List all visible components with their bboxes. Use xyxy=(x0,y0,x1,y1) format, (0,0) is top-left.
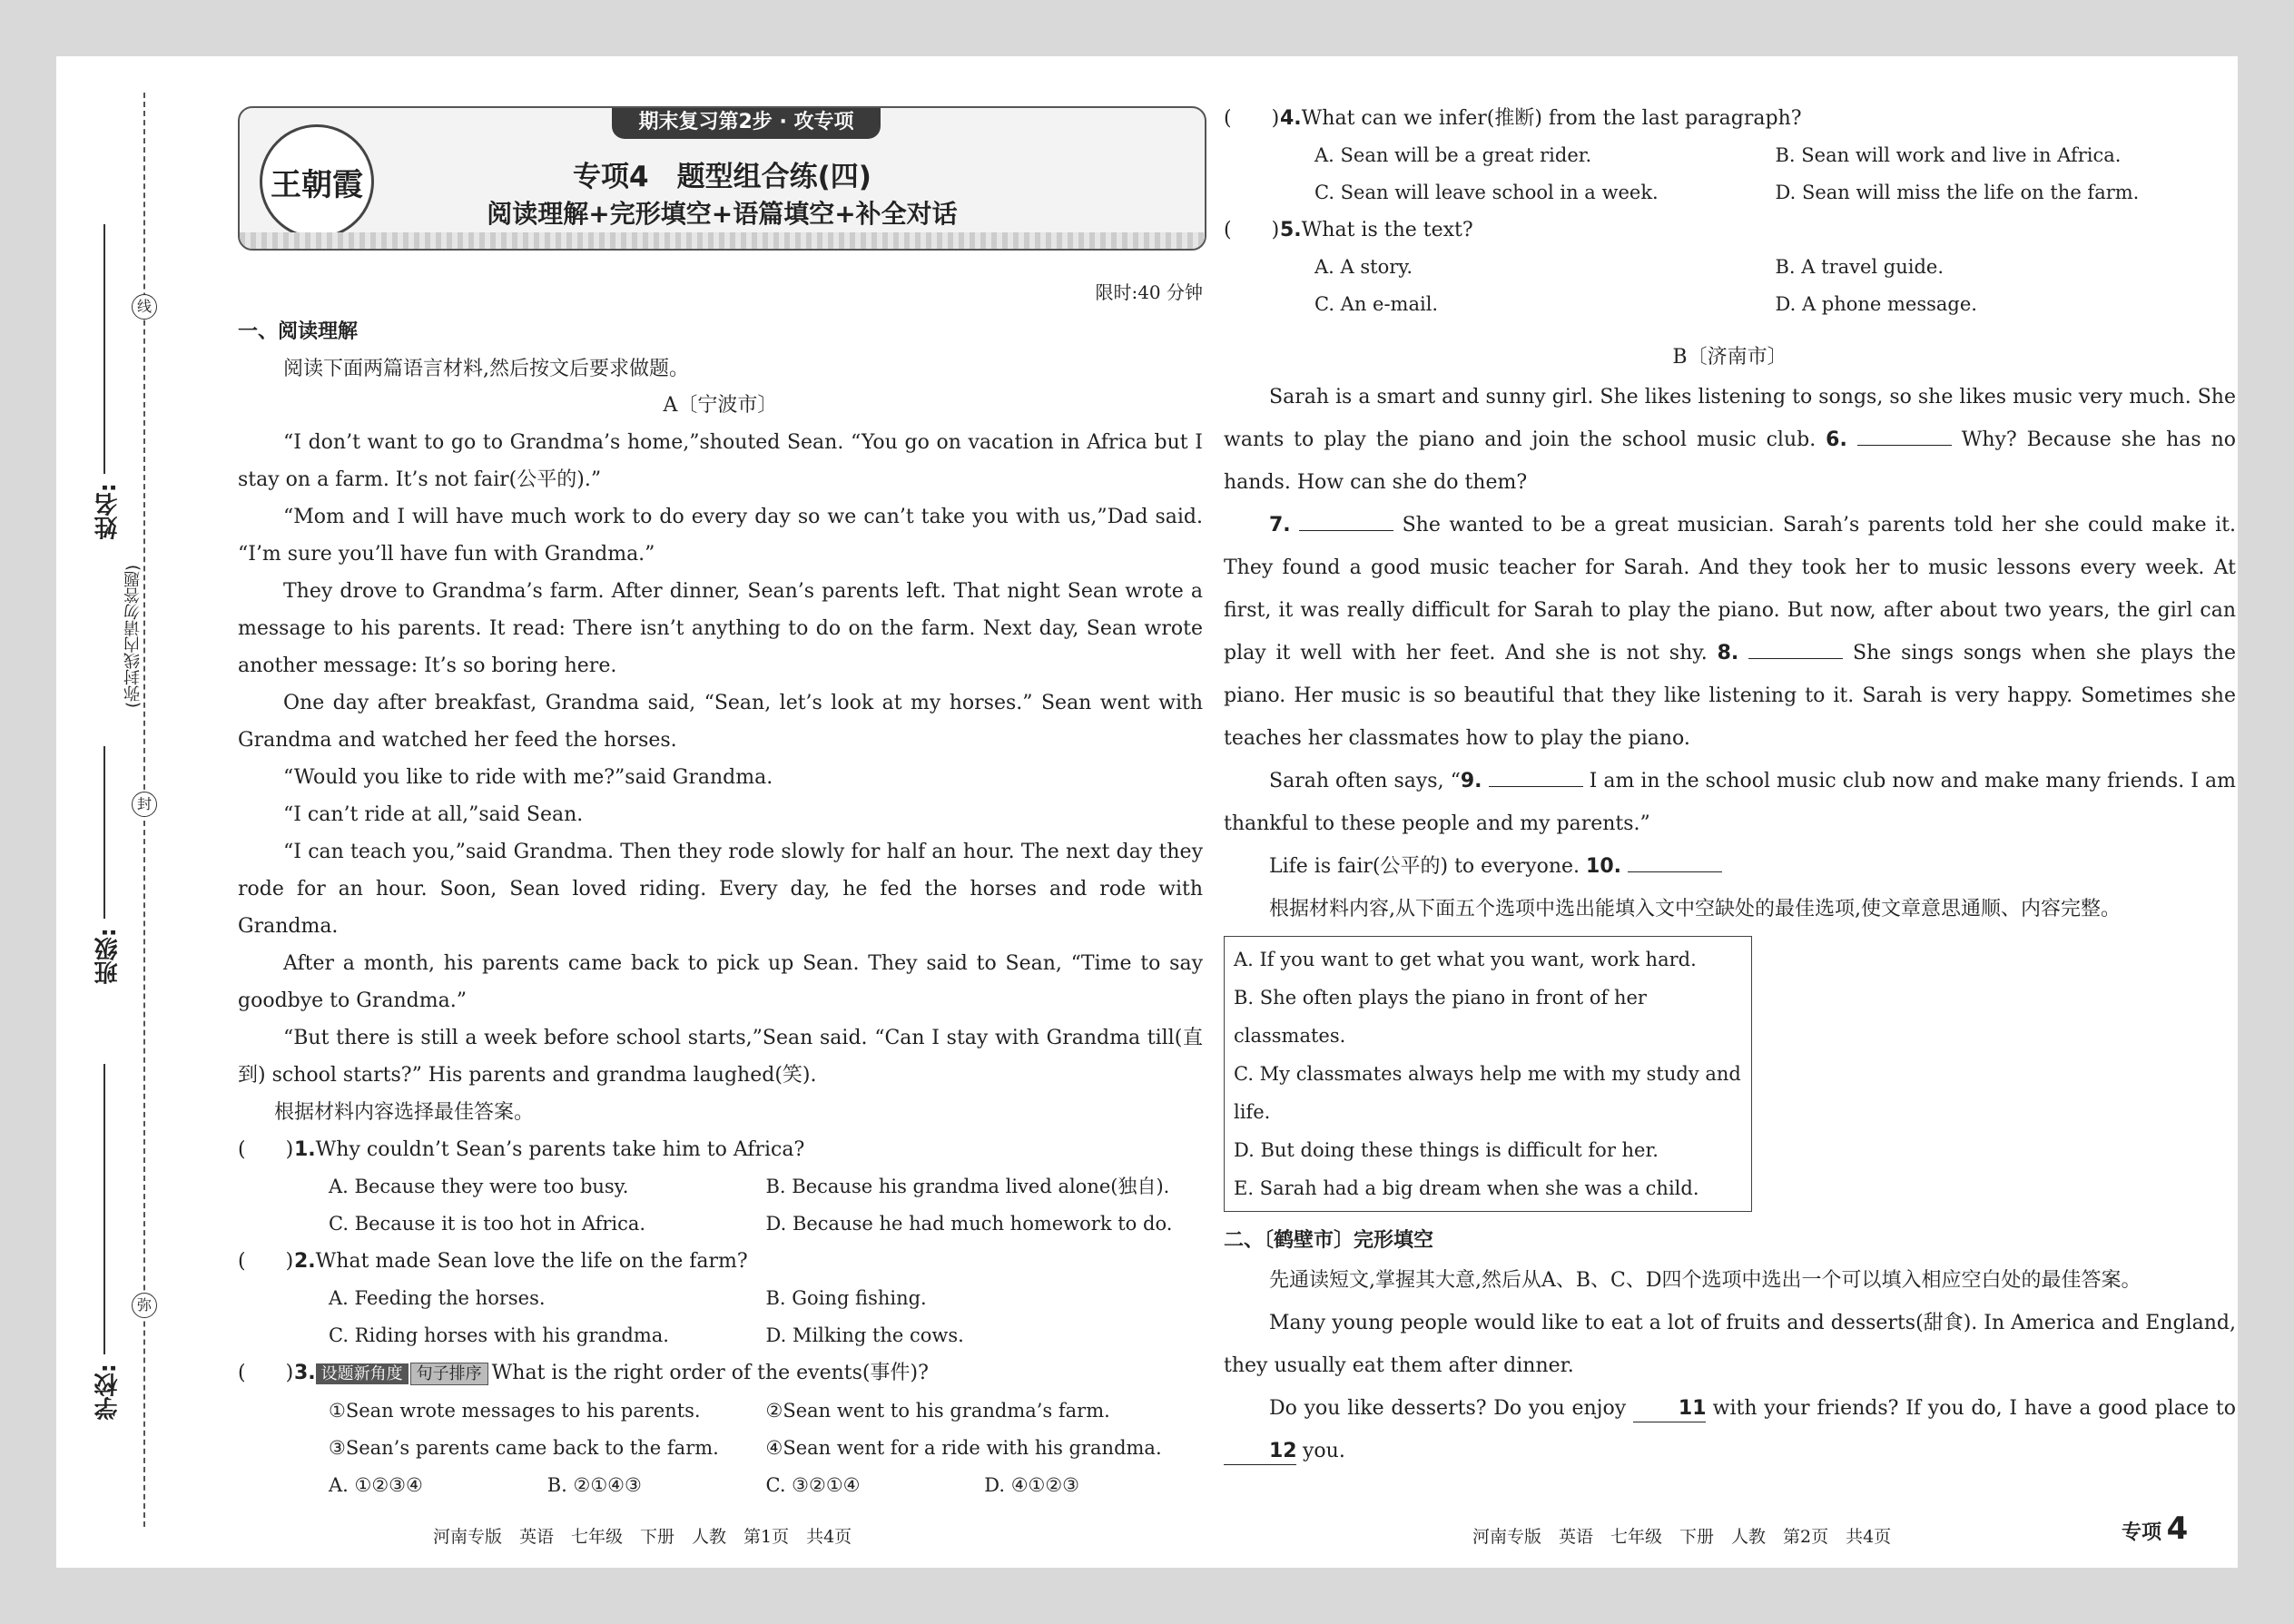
passage-a-title: A〔宁波市〕 xyxy=(663,394,778,417)
event: ②Sean went to his grandma’s farm. xyxy=(765,1400,1110,1422)
option: B. ②①④③ xyxy=(546,1474,642,1496)
school-line xyxy=(103,1064,105,1354)
option: D. ④①②③ xyxy=(984,1474,1079,1496)
option: B. A travel guide. xyxy=(1775,256,1944,278)
question-5-options xyxy=(1224,249,2236,323)
right-column xyxy=(1224,100,2236,1472)
option: C. An e-mail. xyxy=(1314,293,1439,315)
passage-a-para: After a month, his parents came back to pick up Sean. They said to Sean, “Time to say goodbye to Grandma.” xyxy=(238,952,1203,1012)
question-3-options xyxy=(238,1467,1203,1504)
box-option: A. If you want to get what you want, work hard. xyxy=(1234,949,1697,970)
answer-paren[interactable]: ( ) xyxy=(238,1362,294,1384)
option: B. Going fishing. xyxy=(765,1287,927,1309)
passage-b-para: 7. She wanted to be a great musician. Sarah’s parents told her she could make it. They found a good music teacher for Sarah. And they took her to music lessons every week. At first, it was really difficult for Sarah to play the piano. But now, after about two years, the girl can play it well with her feet. And she is not shy. 8. She sings songs when she plays the piano. Her music is so beautiful that they like listening to it. Sarah is very happy. Sometimes she teaches her classmates how to play the piano. xyxy=(1224,504,2236,760)
event: ①Sean wrote messages to his parents. xyxy=(329,1400,701,1422)
banner-stripe xyxy=(240,232,1205,249)
question-5: ( ) 5.What is the text? xyxy=(1224,212,2236,249)
footer-right: 河南专版 英语 七年级 下册 人教 第2页 共4页 xyxy=(1472,1527,1892,1547)
blank-9[interactable] xyxy=(1489,766,1583,787)
cloze-blank-12[interactable]: 12 xyxy=(1224,1439,1296,1465)
option: D. Because he had much homework to do. xyxy=(765,1213,1173,1235)
topic-corner xyxy=(2122,1511,2188,1547)
class-label: 班级: xyxy=(94,928,122,985)
page-title: 专项4 题型组合练(四) xyxy=(573,161,871,193)
step-pill: 期末复习第2步 · 攻专项 xyxy=(612,106,881,139)
box-option: C. My classmates always help me with my study and life. xyxy=(1234,1063,1741,1123)
name-label: 姓名: xyxy=(94,483,122,540)
answer-paren[interactable]: ( ) xyxy=(238,1250,294,1273)
passage-b-title: B〔济南市〕 xyxy=(1672,346,1787,369)
passage-a-para: They drove to Grandma’s farm. After dinner, Sean’s parents left. That night Sean wrote a message to his parents. It read: There isn’t anything to do on the farm. Next day, Sean wrote another message: It’s so boring here. xyxy=(238,580,1203,677)
passage-a-para: “I don’t want to go to Grandma’s home,”shouted Sean. “You go on vacation in Africa but I stay on a farm. It’s not fair(公平的).” xyxy=(238,431,1203,491)
left-column xyxy=(238,274,1203,1504)
topic-label: 专项 xyxy=(2122,1521,2162,1544)
cloze-para: Many young people would like to eat a lot of fruits and desserts(甜食). In America and England, they usually eat them after dinner. xyxy=(1224,1312,2236,1377)
passage-b-instruction: 根据材料内容,从下面五个选项中选出能填入文中空缺处的最佳选项,使文章意思通顺、内容完整。 xyxy=(1269,898,2121,920)
question-4-options xyxy=(1224,137,2236,212)
option: B. Sean will work and live in Africa. xyxy=(1775,144,2122,166)
new-angle-tag: 设题新角度 xyxy=(316,1363,409,1384)
box-option: E. Sarah had a big dream when she was a child. xyxy=(1234,1177,1699,1199)
option: B. Because his grandma lived alone(独自). xyxy=(765,1176,1170,1197)
option: A. A story. xyxy=(1314,256,1413,278)
passage-a-para: “Would you like to ride with me?”said Grandma. xyxy=(283,766,773,789)
time-limit: 限时:40 分钟 xyxy=(1095,281,1203,303)
class-line xyxy=(103,746,105,919)
footer-left: 河南专版 英语 七年级 下册 人教 第1页 共4页 xyxy=(433,1527,852,1547)
box-option: D. But doing these things is difficult for her. xyxy=(1234,1139,1659,1161)
answer-paren[interactable]: ( ) xyxy=(1224,219,1280,241)
question-1-options xyxy=(238,1168,1203,1243)
passage-a-para: “Mom and I will have much work to do every day so we can’t take you with us,”Dad said. “I’m sure you’ll have fun with Grandma.” xyxy=(238,506,1203,566)
question-2-options xyxy=(238,1280,1203,1354)
question-1: ( ) 1.Why couldn’t Sean’s parents take him to Africa? xyxy=(238,1131,1203,1168)
answer-paren[interactable]: ( ) xyxy=(238,1138,294,1161)
name-line xyxy=(103,224,105,474)
topic-number: 4 xyxy=(2166,1511,2189,1547)
event: ③Sean’s parents came back to the farm. xyxy=(329,1437,719,1459)
option: C. Sean will leave school in a week. xyxy=(1314,182,1659,203)
passage-a-para: “But there is still a week before school starts,”Sean said. “Can I stay with Grandma till(直到) school starts?” His parents and grandma laughed(笑). xyxy=(238,1027,1203,1087)
seal-mark-xian: 线 xyxy=(132,294,157,320)
page-subtitle: 阅读理解+完形填空+语篇填空+补全对话 xyxy=(487,199,958,229)
blank-6[interactable] xyxy=(1857,425,1952,446)
option: D. A phone message. xyxy=(1775,293,1977,315)
passage-b-para: Life is fair(公平的) to everyone. 10. xyxy=(1224,845,2236,888)
option: C. Because it is too hot in Africa. xyxy=(329,1213,646,1235)
blank-10[interactable] xyxy=(1628,851,1722,872)
section2-instruction: 先通读短文,掌握其大意,然后从A、B、C、D四个选项中选出一个可以填入相应空白处的最佳答案。 xyxy=(1269,1269,2141,1292)
blank-7[interactable] xyxy=(1299,510,1393,531)
option: A. Sean will be a great rider. xyxy=(1314,144,1592,166)
option: A. Feeding the horses. xyxy=(329,1287,546,1309)
option: D. Sean will miss the life on the farm. xyxy=(1775,182,2140,203)
seal-mark-feng: 封 xyxy=(132,792,157,817)
passage-b-para: Sarah often says, “9. I am in the school music club now and make many friends. I am thankful to these people and my parents.” xyxy=(1224,760,2236,845)
publisher-logo: 王朝霞 xyxy=(260,124,374,239)
option: A. ①②③④ xyxy=(329,1474,423,1496)
blank-8[interactable] xyxy=(1748,638,1843,659)
question-3-events xyxy=(238,1393,1203,1467)
section2-title: 二、〔鹤壁市〕完形填空 xyxy=(1224,1229,1434,1252)
exam-sheet xyxy=(56,56,2238,1568)
sentence-order-tag: 句子排序 xyxy=(410,1363,488,1385)
option: C. Riding horses with his grandma. xyxy=(329,1324,669,1346)
title-banner xyxy=(238,106,1206,251)
option: A. Because they were too busy. xyxy=(329,1176,629,1197)
box-option: B. She often plays the piano in front of her classmates. xyxy=(1234,987,1647,1047)
options-box xyxy=(1224,936,1752,1212)
question-3: ( ) 3. 设题新角度 句子排序 What is the right order of the events(事件)? xyxy=(238,1354,1203,1393)
question-4: ( ) 4.What can we infer(推断) from the last paragraph? xyxy=(1224,100,2236,137)
cloze-blank-11[interactable]: 11 xyxy=(1633,1396,1706,1422)
option: D. Milking the cows. xyxy=(765,1324,964,1346)
question-instruction: 根据材料内容选择最佳答案。 xyxy=(274,1101,535,1124)
passage-a-para: “I can teach you,”said Grandma. Then they rode slowly for half an hour. The next day they rode for an hour. Soon, Sean loved riding. Every day, he fed the horses and rode with Grandma. xyxy=(238,841,1203,938)
passage-b-para: Sarah is a smart and sunny girl. She likes listening to songs, so she likes music very much. She wants to play the piano and join the school music club. 6. Why? Because she has no hands. How can she do them? xyxy=(1224,386,2236,494)
section1-title: 一、阅读理解 xyxy=(238,320,359,343)
passage-a-para: “I can’t ride at all,”said Sean. xyxy=(283,803,584,826)
answer-paren[interactable]: ( ) xyxy=(1224,107,1280,130)
section1-instruction: 阅读下面两篇语言材料,然后按文后要求做题。 xyxy=(283,358,689,380)
seal-mark-mi: 弥 xyxy=(132,1293,157,1318)
passage-a-para: One day after breakfast, Grandma said, “Sean, let’s look at my horses.” Sean went with Grandma and watched her feed the horses. xyxy=(238,692,1203,752)
option: C. ③②①④ xyxy=(765,1474,861,1496)
event: ④Sean went for a ride with his grandma. xyxy=(765,1437,1162,1459)
seal-note: (弥封线内请勿答题) xyxy=(123,565,143,709)
question-2: ( ) 2.What made Sean love the life on the farm? xyxy=(238,1243,1203,1280)
cloze-para: Do you like desserts? Do you enjoy 11 with your friends? If you do, I have a good place to 12 you. xyxy=(1224,1387,2236,1472)
binding-margin xyxy=(56,56,183,1568)
school-label: 学校: xyxy=(94,1363,122,1421)
